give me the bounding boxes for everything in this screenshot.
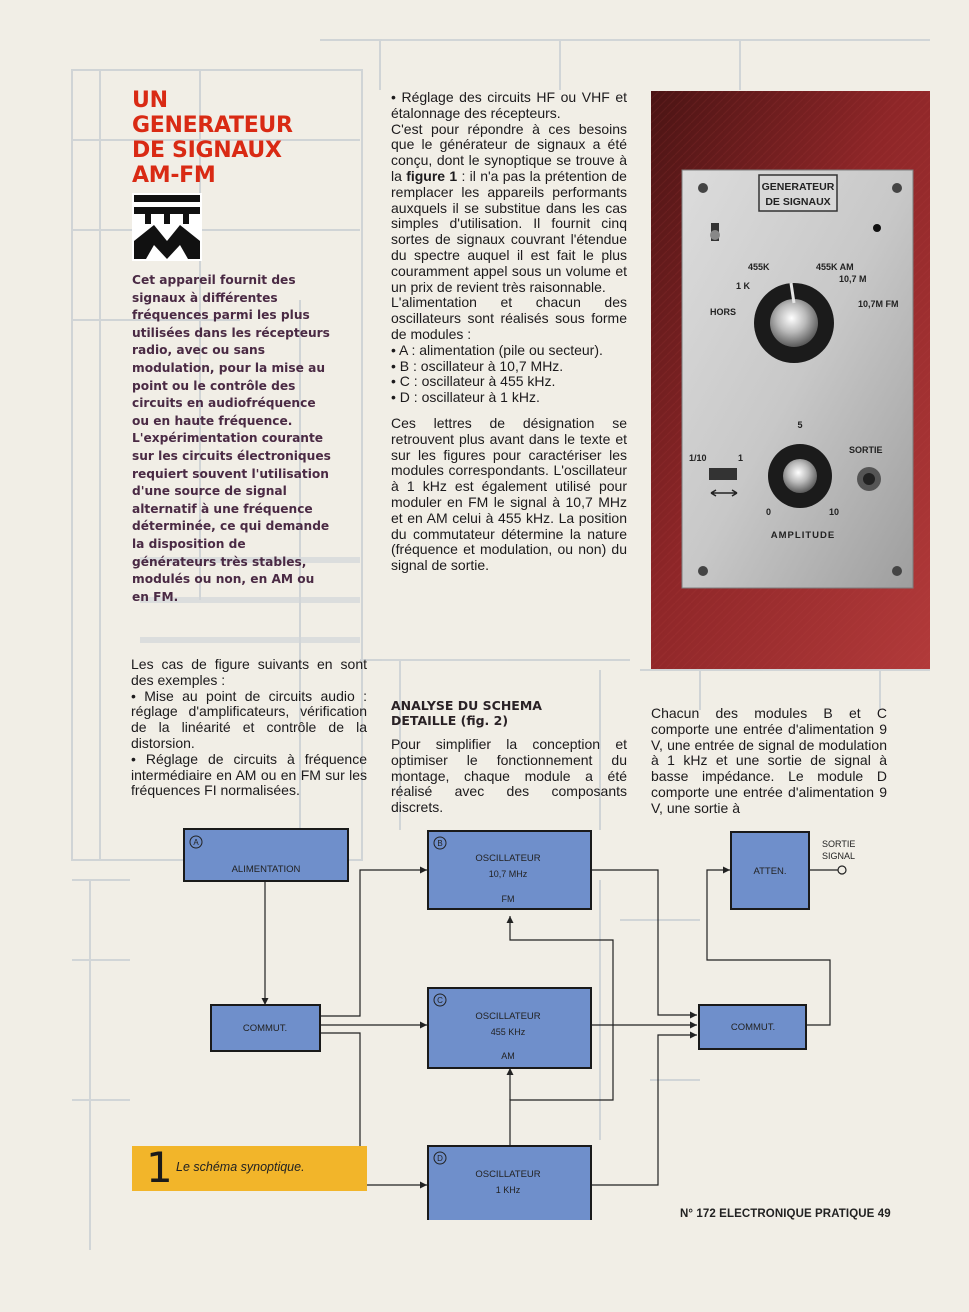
paragraph: Les cas de figure suivants en sont des exemples : <box>131 656 367 688</box>
scale-5: 5 <box>797 420 803 430</box>
device-photo <box>651 91 930 669</box>
scale-0: 0 <box>766 507 772 517</box>
bullet-item: • Réglage des circuits HF ou VHF et étalonnage des récepteurs. <box>391 89 627 121</box>
module-b-letter: B <box>437 839 443 848</box>
page-footer: N° 172 ELECTRONIQUE PRATIQUE 49 <box>680 1208 891 1220</box>
list-item: • B : oscillateur à 10,7 MHz. <box>391 357 564 374</box>
scale-10: 10 <box>829 507 840 517</box>
text-column-3 <box>651 706 887 817</box>
module-d-line1: OSCILLATEUR <box>475 1169 541 1180</box>
list-item: • A : alimentation (pile ou secteur). <box>391 341 603 358</box>
figure-reference: figure 1 <box>406 167 458 184</box>
module-b-line2: 10,7 MHz <box>488 869 528 879</box>
label-1k: 1 K <box>736 281 751 291</box>
title-line: UN <box>132 88 168 113</box>
paragraph: Pour simplifier la conception et optimiser le fonctionnement du montage, chaque module a été réalisé avec des composants discrets. <box>391 736 627 816</box>
module-d-letter: D <box>437 1154 443 1163</box>
text-column-1 <box>131 657 367 799</box>
text-column-2 <box>391 90 627 574</box>
article-title <box>132 88 332 188</box>
module-a-label: ALIMENTATION <box>231 864 301 875</box>
list-item: • D : oscillateur à 1 kHz. <box>391 389 540 406</box>
module-c-line1: OSCILLATEUR <box>475 1011 541 1022</box>
figure-number: 1 <box>146 1143 173 1192</box>
paragraph: L'alimentation et chacun des oscillateurs sont réalisés sous forme de modules : <box>391 294 627 342</box>
output-label-2: SIGNAL <box>822 851 856 861</box>
magazine-logo <box>132 193 202 261</box>
text-run: : il n'a pas la prétention de remplacer les appareils performants auxquels il se substitue dans les cas simples d'utilisation. Il fournit cinq sortes de signaux couvrant l'étendue du spectre auquel il est fait le plus couramment appel sous un volume et un prix de revient très raisonnable. <box>391 167 627 295</box>
bullet-item: • Mise au point de circuits audio : réglage d'amplificateurs, vérification de la linéarité et contrôle de la distorsion. <box>131 687 367 751</box>
module-c-mod: AM <box>501 1051 515 1061</box>
label-amplitude: AMPLITUDE <box>770 530 836 541</box>
paragraph: Chacun des modules B et C comporte une entrée d'alimentation 9 V, une entrée de signal de modulation à 1 kHz et une sortie de signal à basse impédance. Le module D comporte une entrée d'alimentation 9 V, une sortie à <box>651 705 887 816</box>
label-1: 1 <box>738 453 744 463</box>
text-run: C'est pour répondre à ces besoins que le générateur de signaux a été conçu, dont le synoptique se trouve à la <box>391 120 627 184</box>
label-107m-fm: 10,7M FM <box>858 299 899 309</box>
title-line: DE SIGNAUX <box>132 138 282 163</box>
intro-text: Cet appareil fournit des signaux à différentes fréquences parmi les plus utilisées dans les récepteurs radio, avec ou sans modulation, pour la mise au point ou le contrôle des circuits en audiofréquence ou en haute fréquence. L'expérimentation courante sur les circuits électroniques requiert souvent l'utilisation d'une source de signal alternatif à une fréquence déterminée, ce qui demande la disposition de générateurs très stables, modulés ou non, en AM ou en FM. <box>132 273 331 604</box>
label-107m: 10,7 M <box>839 274 867 284</box>
module-a-letter: A <box>193 838 199 847</box>
output-label-1: SORTIE <box>822 839 856 849</box>
amplitude-knob <box>783 459 817 493</box>
list-item: • C : oscillateur à 455 kHz. <box>391 373 556 390</box>
subheading-line: ANALYSE DU SCHEMA <box>391 698 542 713</box>
module-c-line2: 455 KHz <box>490 1027 526 1037</box>
subheading-line: DETAILLE (fig. 2) <box>391 713 509 728</box>
caption-text: Le schéma synoptique. <box>176 1160 305 1174</box>
module-c-letter: C <box>437 996 443 1005</box>
module-b-line1: OSCILLATEUR <box>475 853 541 864</box>
bullet-item: • Réglage de circuits à fréquence intermédiaire en AM ou en FM sur les fréquences FI normalisées. <box>131 750 367 799</box>
atten-label: ATTEN. <box>753 866 787 877</box>
title-line: GENERATEUR <box>132 113 293 138</box>
label-1-10: 1/10 <box>689 453 707 463</box>
figure-caption <box>132 1143 367 1192</box>
paragraph: Ces lettres de désignation se retrouvent plus avant dans le texte et sur les figures pour caractériser les modules correspondants. L'oscillateur à 1 kHz est également utilisé pour moduler en FM le signal à 10,7 MHz et en AM celui à 455 kHz. La position du commutateur détermine la nature (fréquence et modulation, ou non) du signal de sortie. <box>391 414 627 574</box>
text-column-2-bottom <box>391 737 627 816</box>
plate-line-1: GENERATEUR <box>761 181 835 193</box>
selector-knob <box>770 299 818 347</box>
label-sortie: SORTIE <box>849 445 883 455</box>
commut-a-label: COMMUT. <box>242 1023 288 1034</box>
commut-b-label: COMMUT. <box>730 1022 776 1033</box>
label-hors: HORS <box>710 307 737 317</box>
paragraph <box>391 122 627 296</box>
title-line: AM-FM <box>132 163 216 188</box>
module-b-mod: FM <box>501 894 515 904</box>
section-subheading <box>391 698 591 728</box>
plate-line-2: DE SIGNAUX <box>765 196 831 208</box>
label-455k-am: 455K AM <box>816 262 854 272</box>
label-455k: 455K <box>748 262 770 272</box>
module-d-line2: 1 KHz <box>495 1185 521 1195</box>
